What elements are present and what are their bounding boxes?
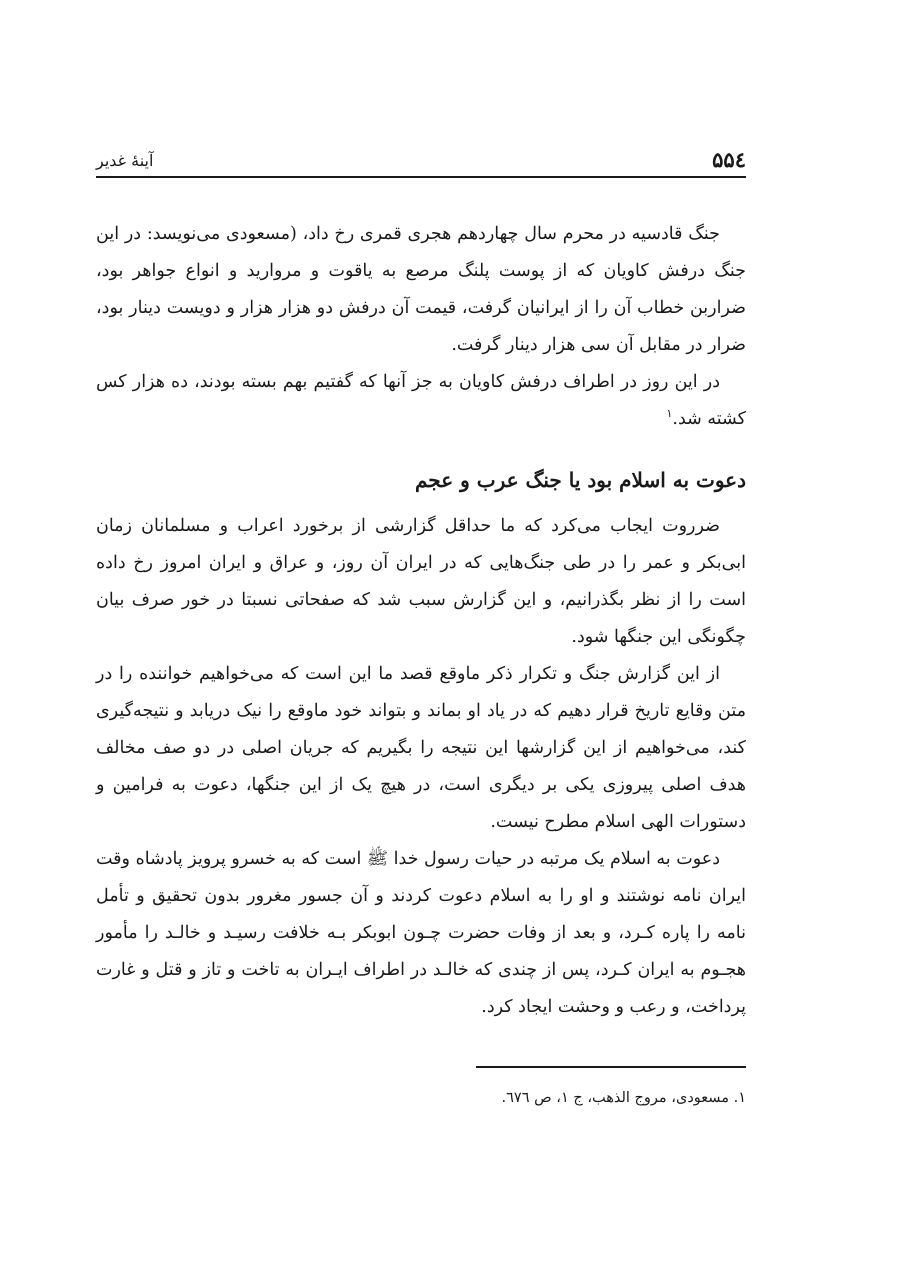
paragraph-casualties bbox=[96, 364, 746, 438]
section-heading: دعوت به اسلام بود یا جنگ عرب و عجم bbox=[415, 468, 746, 492]
paragraph-necessity: ضرروت ایجاب می‌کرد که ما حداقل گزارشی از برخورد اعراب و مسلمانان زمان ابی‌بکر و عمر را در طی جنگ‌هایی که در ایران آن روز، و عراق و ایران امروز رخ داده است را از نظر بگذرانیم، و این گزارش سبب شد که صفحاتی نسبتا در خور صرف بیان چگونگی این جنگها شود. bbox=[96, 516, 746, 647]
page-number: ۵۵٤ bbox=[712, 147, 746, 172]
footnote-1: ۱. مسعودی، مروج الذهب، ج ۱، ص ٦٧٦. bbox=[501, 1090, 746, 1106]
footnote-ref[interactable]: ۱ bbox=[666, 407, 673, 421]
paragraph-qadisiyyah: جنگ قادسیه در محرم سال چهاردهم هجری قمری رخ داد، (مسعودی می‌نویسد: در این جنگ درفش کاویان که از پوست پلنگ مرصع به یاقوت و مروارید و انواع جواهر بود، ضراربن خطاب آن را از ایرانیان گرفت، قیمت آن درفش دو هزار هزار و دویست دینار بود، ضرار در مقابل آن سی هزار دینار گرفت. bbox=[96, 224, 746, 355]
paragraph-invitation: دعوت به اسلام یک مرتبه در حیات رسول خدا ﷺ است که به خسرو پرویز پادشاه وقت ایران نامه نوشتند و او را به اسلام دعوت کردند و آن جسور مغرور بدون تحقیق و تأمل نامه را پاره کـرد، و بعد از وفات حضرت چـون ابوبکر بـه خلافت رسیـد و خالـد را مأمور هجـوم به ایران کـرد، پس از چندی که خالـد در اطراف ایـران به تاخت و تاز و قتل و غارت پرداخت، و رعب و وحشت ایجاد کرد. bbox=[96, 849, 746, 1017]
page-header bbox=[96, 140, 746, 178]
running-title: آینهٔ غدیر bbox=[96, 151, 154, 170]
document-page bbox=[96, 140, 746, 1110]
footnote-divider bbox=[476, 1066, 746, 1068]
paragraph-casualties-text: در این روز در اطراف درفش کاویان به جز آنها که گفتیم بهم بسته بودند، ده هزار کس کشته شد. bbox=[96, 372, 746, 429]
page-body bbox=[96, 216, 746, 1026]
paragraph-purpose: از این گزارش جنگ و تکرار ذکر ماوقع قصد ما این است که می‌خواهیم خواننده را در متن وقایع تاریخ قرار دهیم که در یاد او بماند و بتواند خود ماوقع را نیک دریابد و نتیجه‌گیری کند، می‌خواهیم از این گزارشها این نتیجه را بگیریم که جریان اصلی در دو صف مخالف هدف اصلی پیروزی یکی بر دیگری است، در هیچ یک از این جنگها، دعوت به فرامین و دستورات الهی اسلام مطرح نیست. bbox=[96, 664, 746, 832]
